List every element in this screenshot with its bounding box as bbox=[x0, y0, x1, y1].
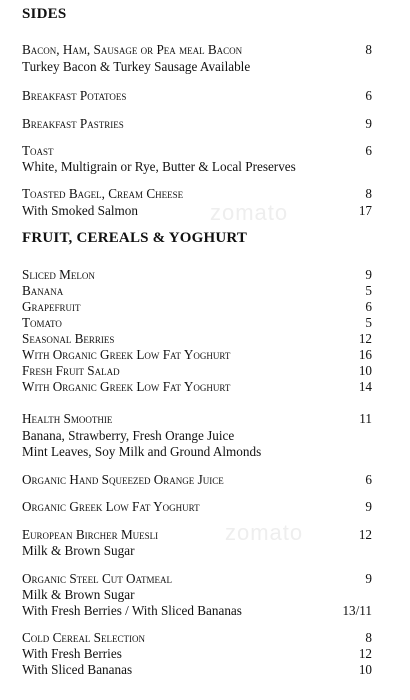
section-title-sides: SIDES bbox=[22, 6, 67, 22]
item-salad-yoghurt: With Organic Greek Low Fat Yoghurt bbox=[22, 379, 231, 394]
item-muesli-price: 12 bbox=[358, 527, 372, 542]
item-smoothie-price: 11 bbox=[359, 411, 372, 426]
item-pastries: Breakfast Pastries bbox=[22, 116, 124, 131]
item-melon-price: 9 bbox=[365, 267, 372, 282]
item-cereal-bananas-price: 10 bbox=[358, 662, 372, 677]
item-oatmeal-price: 9 bbox=[365, 571, 372, 586]
item-orange-juice: Organic Hand Squeezed Orange Juice bbox=[22, 472, 224, 487]
item-grapefruit-price: 6 bbox=[365, 299, 372, 314]
item-smoothie-note-2: Mint Leaves, Soy Milk and Ground Almonds bbox=[22, 444, 262, 459]
item-melon: Sliced Melon bbox=[22, 267, 95, 282]
item-fruit-salad: Fresh Fruit Salad bbox=[22, 363, 120, 378]
item-banana: Banana bbox=[22, 283, 64, 298]
watermark: zomato bbox=[210, 200, 289, 225]
item-berries-yoghurt: With Organic Greek Low Fat Yoghurt bbox=[22, 347, 231, 362]
item-toast-price: 6 bbox=[365, 143, 372, 158]
item-oatmeal-note: Milk & Brown Sugar bbox=[22, 587, 135, 602]
watermark: zomato bbox=[225, 520, 304, 545]
item-berries-yoghurt-price: 16 bbox=[358, 347, 372, 362]
item-greek-yoghurt-price: 9 bbox=[365, 499, 372, 514]
item-banana-price: 5 bbox=[365, 283, 372, 298]
item-cereal-bananas: With Sliced Bananas bbox=[22, 662, 133, 677]
item-oatmeal: Organic Steel Cut Oatmeal bbox=[22, 571, 173, 586]
item-muesli-note: Milk & Brown Sugar bbox=[22, 543, 135, 558]
item-oatmeal-toppings-price: 13/11 bbox=[342, 603, 372, 618]
item-potatoes-price: 6 bbox=[365, 88, 372, 103]
item-bagel-salmon: With Smoked Salmon bbox=[22, 203, 138, 218]
item-bagel-price: 8 bbox=[365, 186, 372, 201]
item-greek-yoghurt: Organic Greek Low Fat Yoghurt bbox=[22, 499, 200, 514]
item-bacon-note: Turkey Bacon & Turkey Sausage Available bbox=[22, 59, 251, 74]
item-salad-yoghurt-price: 14 bbox=[358, 379, 372, 394]
item-cereal-berries: With Fresh Berries bbox=[22, 646, 122, 661]
item-bacon-price: 8 bbox=[365, 42, 372, 57]
item-bagel-salmon-price: 17 bbox=[358, 203, 372, 218]
item-bacon: Bacon, Ham, Sausage or Pea meal Bacon bbox=[22, 42, 243, 57]
item-berries-price: 12 bbox=[358, 331, 372, 346]
item-oatmeal-toppings: With Fresh Berries / With Sliced Bananas bbox=[22, 603, 242, 618]
item-fruit-salad-price: 10 bbox=[358, 363, 372, 378]
item-bagel: Toasted Bagel, Cream Cheese bbox=[22, 186, 184, 201]
item-potatoes: Breakfast Potatoes bbox=[22, 88, 127, 103]
item-cereal: Cold Cereal Selection bbox=[22, 630, 146, 645]
item-tomato-price: 5 bbox=[365, 315, 372, 330]
item-toast-note: White, Multigrain or Rye, Butter & Local Preserves bbox=[22, 159, 296, 174]
item-berries: Seasonal Berries bbox=[22, 331, 115, 346]
item-toast: Toast bbox=[22, 143, 54, 158]
item-cereal-berries-price: 12 bbox=[358, 646, 372, 661]
item-cereal-price: 8 bbox=[365, 630, 372, 645]
section-title-fruit: FRUIT, CEREALS & YOGHURT bbox=[22, 230, 248, 246]
item-muesli: European Bircher Muesli bbox=[22, 527, 159, 542]
item-smoothie-note-1: Banana, Strawberry, Fresh Orange Juice bbox=[22, 428, 235, 443]
item-tomato: Tomato bbox=[22, 315, 62, 330]
item-grapefruit: Grapefruit bbox=[22, 299, 81, 314]
item-orange-juice-price: 6 bbox=[365, 472, 372, 487]
item-smoothie: Health Smoothie bbox=[22, 411, 113, 426]
item-pastries-price: 9 bbox=[365, 116, 372, 131]
